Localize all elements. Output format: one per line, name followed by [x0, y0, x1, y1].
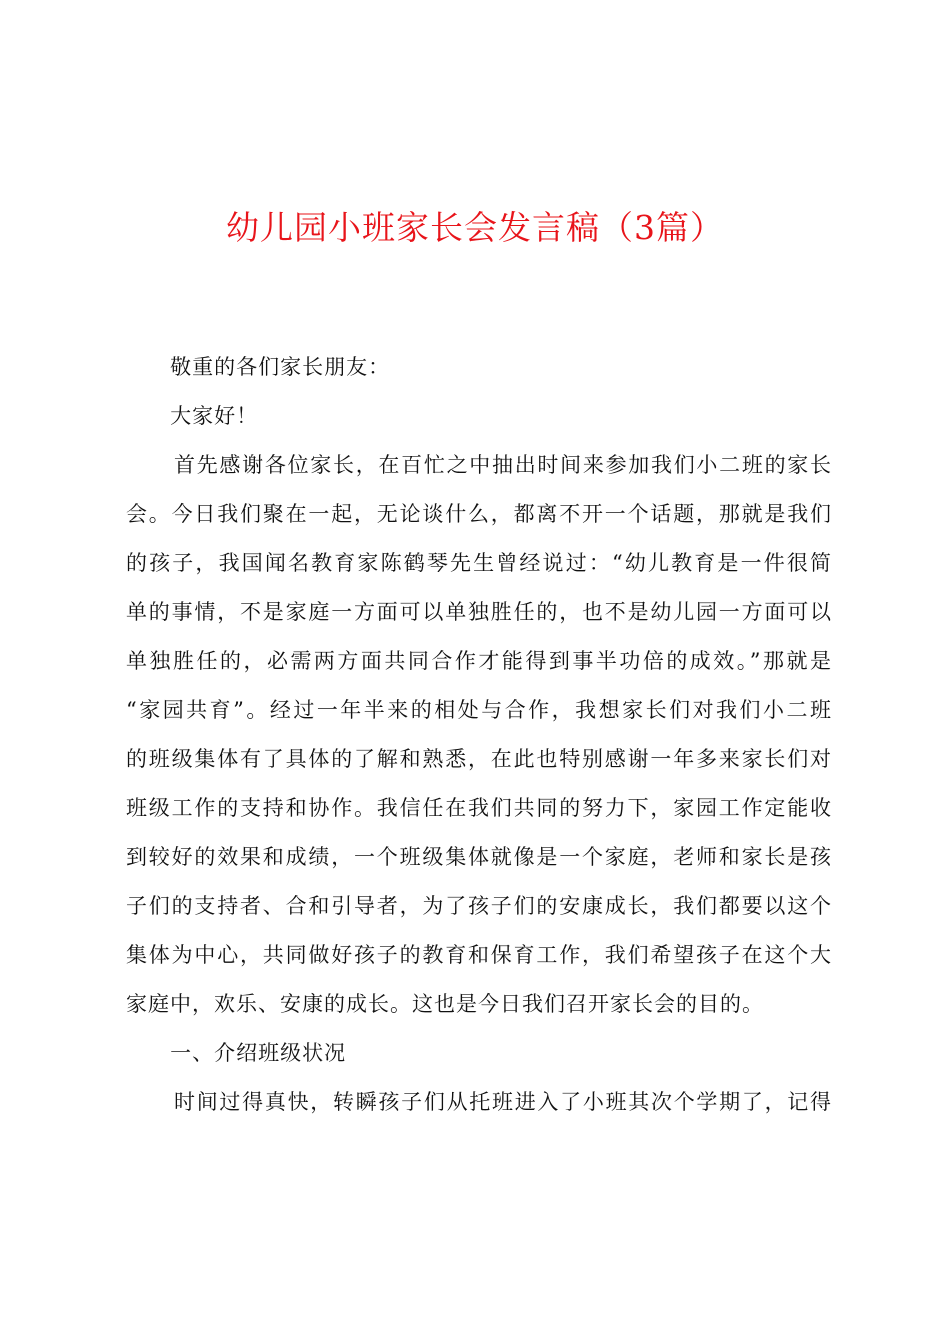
paragraph-line: 单独胜任的，必需两方面共同合作才能得到事半功倍的成效。”那就是	[126, 649, 832, 673]
paragraph-1	[126, 441, 832, 1029]
paragraph-line: 的班级集体有了具体的了解和熟悉，在此也特别感谢一年多来家长们对	[126, 747, 832, 771]
paragraph-2	[126, 1078, 832, 1127]
paragraph-line: 时间过得真快，转瞬孩子们从托班进入了小班其次个学期了，记得	[174, 1090, 832, 1114]
paragraph-line: 首先感谢各位家长，在百忙之中抽出时间来参加我们小二班的家长	[174, 453, 832, 477]
section-heading: 一、介绍班级状况	[170, 1041, 347, 1065]
document-title: 幼儿园小班家长会发言稿（3篇）	[226, 208, 724, 247]
paragraph-line: 会。今日我们聚在一起，无论谈什么，都离不开一个话题，那就是我们	[126, 502, 832, 526]
paragraph-line: 家庭中，欢乐、安康的成长。这也是今日我们召开家长会的目的。	[126, 992, 764, 1016]
salutation: 敬重的各们家长朋友：	[170, 355, 391, 379]
paragraph-line: “家园共育”。经过一年半来的相处与合作，我想家长们对我们小二班	[126, 698, 832, 722]
paragraph-line: 班级工作的支持和协作。我信任在我们共同的努力下，家园工作定能收	[126, 796, 832, 820]
paragraph-line: 到较好的效果和成绩，一个班级集体就像是一个家庭，老师和家长是孩	[126, 845, 832, 869]
document-body	[126, 343, 832, 1127]
paragraph-line: 的孩子，我国闻名教育家陈鹤琴先生曾经说过：“幼儿教育是一件很简	[126, 551, 832, 575]
paragraph-line: 子们的支持者、合和引导者，为了孩子们的安康成长，我们都要以这个	[126, 894, 832, 918]
paragraph-line: 单的事情，不是家庭一方面可以单独胜任的，也不是幼儿园一方面可以	[126, 600, 832, 624]
greeting: 大家好！	[170, 404, 259, 428]
paragraph-line: 集体为中心，共同做好孩子的教育和保育工作，我们希望孩子在这个大	[126, 943, 832, 967]
